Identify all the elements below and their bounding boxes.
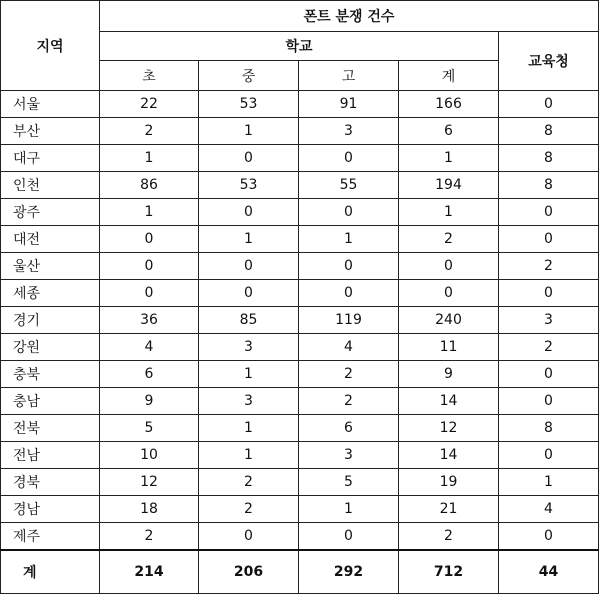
cell-elementary: 10 <box>100 442 199 469</box>
header-dispute-count: 폰트 분쟁 건수 <box>100 1 599 32</box>
cell-school-sum: 0 <box>399 253 499 280</box>
cell-education-office: 0 <box>499 442 599 469</box>
cell-region: 제주 <box>1 523 100 551</box>
cell-high: 0 <box>299 523 399 551</box>
cell-elementary: 4 <box>100 334 199 361</box>
table-row <box>1 469 599 496</box>
cell-education-office: 0 <box>499 523 599 551</box>
cell-education-office: 8 <box>499 145 599 172</box>
table-row <box>1 388 599 415</box>
cell-school-sum: 21 <box>399 496 499 523</box>
total-row <box>1 550 599 594</box>
cell-region: 대구 <box>1 145 100 172</box>
cell-school-sum: 240 <box>399 307 499 334</box>
total-school-sum: 712 <box>399 550 499 594</box>
cell-region: 세종 <box>1 280 100 307</box>
cell-region: 강원 <box>1 334 100 361</box>
cell-education-office: 2 <box>499 334 599 361</box>
cell-middle: 1 <box>199 415 299 442</box>
cell-high: 4 <box>299 334 399 361</box>
cell-high: 1 <box>299 496 399 523</box>
header-school: 학교 <box>100 32 499 61</box>
header-elementary: 초 <box>100 61 199 91</box>
cell-middle: 1 <box>199 118 299 145</box>
cell-education-office: 0 <box>499 388 599 415</box>
cell-middle: 0 <box>199 280 299 307</box>
cell-school-sum: 166 <box>399 91 499 118</box>
cell-school-sum: 194 <box>399 172 499 199</box>
cell-high: 0 <box>299 253 399 280</box>
cell-high: 2 <box>299 361 399 388</box>
cell-education-office: 0 <box>499 199 599 226</box>
cell-region: 인천 <box>1 172 100 199</box>
table-row <box>1 118 599 145</box>
cell-education-office: 0 <box>499 361 599 388</box>
cell-high: 0 <box>299 145 399 172</box>
cell-region: 서울 <box>1 91 100 118</box>
table-row <box>1 415 599 442</box>
cell-school-sum: 2 <box>399 226 499 253</box>
cell-high: 91 <box>299 91 399 118</box>
cell-elementary: 2 <box>100 118 199 145</box>
table-row <box>1 280 599 307</box>
cell-education-office: 4 <box>499 496 599 523</box>
cell-education-office: 8 <box>499 415 599 442</box>
cell-region: 충남 <box>1 388 100 415</box>
cell-elementary: 0 <box>100 226 199 253</box>
table-row <box>1 307 599 334</box>
cell-school-sum: 1 <box>399 145 499 172</box>
total-label: 계 <box>1 550 100 594</box>
header-middle: 중 <box>199 61 299 91</box>
cell-elementary: 0 <box>100 280 199 307</box>
cell-school-sum: 6 <box>399 118 499 145</box>
cell-elementary: 0 <box>100 253 199 280</box>
cell-region: 광주 <box>1 199 100 226</box>
cell-education-office: 8 <box>499 172 599 199</box>
table-row <box>1 199 599 226</box>
cell-high: 6 <box>299 415 399 442</box>
cell-high: 5 <box>299 469 399 496</box>
cell-school-sum: 2 <box>399 523 499 551</box>
table-row <box>1 442 599 469</box>
cell-elementary: 86 <box>100 172 199 199</box>
table-row <box>1 226 599 253</box>
cell-middle: 0 <box>199 145 299 172</box>
cell-elementary: 12 <box>100 469 199 496</box>
cell-region: 전남 <box>1 442 100 469</box>
cell-region: 충북 <box>1 361 100 388</box>
cell-elementary: 22 <box>100 91 199 118</box>
cell-education-office: 0 <box>499 226 599 253</box>
cell-education-office: 0 <box>499 91 599 118</box>
cell-high: 1 <box>299 226 399 253</box>
cell-school-sum: 14 <box>399 442 499 469</box>
cell-middle: 53 <box>199 172 299 199</box>
cell-school-sum: 0 <box>399 280 499 307</box>
table-row <box>1 253 599 280</box>
cell-middle: 53 <box>199 91 299 118</box>
header-high: 고 <box>299 61 399 91</box>
cell-high: 0 <box>299 199 399 226</box>
cell-elementary: 5 <box>100 415 199 442</box>
cell-middle: 1 <box>199 361 299 388</box>
cell-education-office: 2 <box>499 253 599 280</box>
cell-elementary: 36 <box>100 307 199 334</box>
cell-education-office: 0 <box>499 280 599 307</box>
cell-high: 119 <box>299 307 399 334</box>
cell-school-sum: 14 <box>399 388 499 415</box>
table-row <box>1 361 599 388</box>
cell-region: 대전 <box>1 226 100 253</box>
table-body <box>1 91 599 551</box>
header-school-total: 계 <box>399 61 499 91</box>
cell-middle: 1 <box>199 442 299 469</box>
cell-education-office: 3 <box>499 307 599 334</box>
cell-region: 경북 <box>1 469 100 496</box>
cell-middle: 1 <box>199 226 299 253</box>
total-education-office: 44 <box>499 550 599 594</box>
cell-high: 0 <box>299 280 399 307</box>
cell-region: 울산 <box>1 253 100 280</box>
cell-school-sum: 12 <box>399 415 499 442</box>
table-row <box>1 496 599 523</box>
cell-high: 55 <box>299 172 399 199</box>
table-row <box>1 145 599 172</box>
cell-education-office: 8 <box>499 118 599 145</box>
cell-middle: 85 <box>199 307 299 334</box>
cell-region: 경기 <box>1 307 100 334</box>
cell-middle: 2 <box>199 496 299 523</box>
cell-region: 경남 <box>1 496 100 523</box>
cell-school-sum: 11 <box>399 334 499 361</box>
cell-elementary: 18 <box>100 496 199 523</box>
cell-elementary: 6 <box>100 361 199 388</box>
table-row <box>1 91 599 118</box>
cell-school-sum: 1 <box>399 199 499 226</box>
cell-high: 3 <box>299 442 399 469</box>
cell-middle: 0 <box>199 253 299 280</box>
cell-middle: 2 <box>199 469 299 496</box>
total-elementary: 214 <box>100 550 199 594</box>
cell-middle: 0 <box>199 523 299 551</box>
header-region: 지역 <box>1 1 100 91</box>
table-row <box>1 172 599 199</box>
cell-elementary: 9 <box>100 388 199 415</box>
cell-elementary: 2 <box>100 523 199 551</box>
total-middle: 206 <box>199 550 299 594</box>
cell-high: 3 <box>299 118 399 145</box>
cell-middle: 0 <box>199 199 299 226</box>
header-education-office: 교육청 <box>499 32 599 91</box>
cell-region: 부산 <box>1 118 100 145</box>
cell-elementary: 1 <box>100 199 199 226</box>
cell-school-sum: 19 <box>399 469 499 496</box>
table-row <box>1 334 599 361</box>
cell-education-office: 1 <box>499 469 599 496</box>
cell-middle: 3 <box>199 388 299 415</box>
cell-elementary: 1 <box>100 145 199 172</box>
cell-region: 전북 <box>1 415 100 442</box>
cell-school-sum: 9 <box>399 361 499 388</box>
cell-middle: 3 <box>199 334 299 361</box>
table-row <box>1 523 599 551</box>
total-high: 292 <box>299 550 399 594</box>
cell-high: 2 <box>299 388 399 415</box>
